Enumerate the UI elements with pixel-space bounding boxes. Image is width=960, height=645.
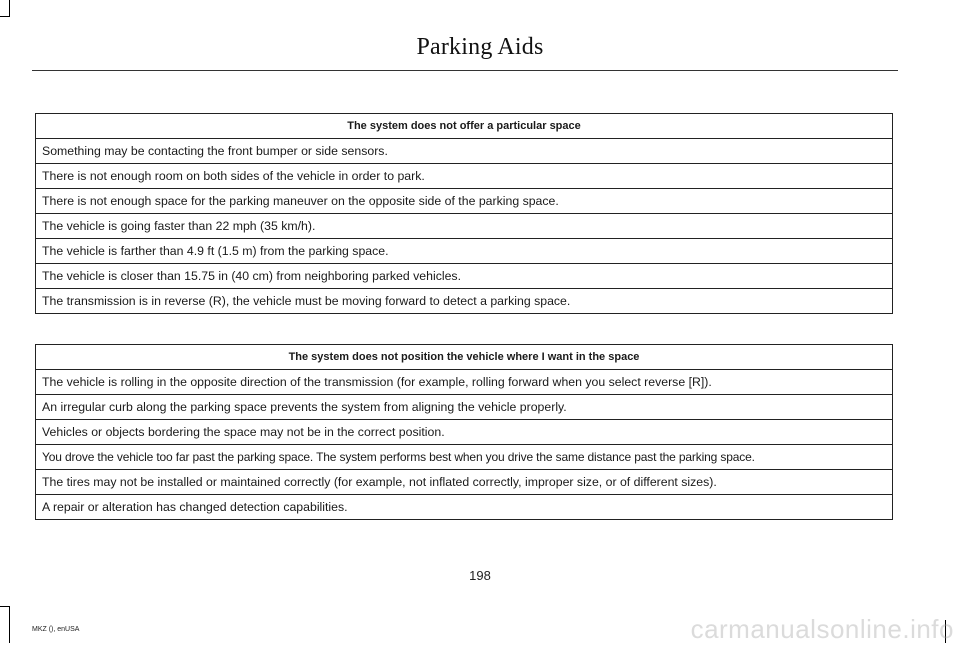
table-header-row [36,345,893,370]
table-cell: There is not enough space for the parking maneuver on the opposite side of the parking space. [36,189,893,214]
table-cell: Vehicles or objects bordering the space may not be in the correct position. [36,420,893,445]
table-cell: The tires may not be installed or maintained correctly (for example, not inflated correctly, improper size, or of different sizes). [36,470,893,495]
crop-mark-top-left-horizontal [0,16,10,17]
table-row [36,139,893,164]
table-cell: The vehicle is farther than 4.9 ft (1.5 m) from the parking space. [36,239,893,264]
table-row [36,395,893,420]
table-row [36,370,893,395]
document-code: MKZ (), enUSA [32,626,80,633]
table-row [36,470,893,495]
table-cell: You drove the vehicle too far past the parking space. The system performs best when you drive the same distance past the parking space. [36,445,893,470]
table-cell: Something may be contacting the front bumper or side sensors. [36,139,893,164]
title-divider [32,70,898,71]
table-cell: The transmission is in reverse (R), the vehicle must be moving forward to detect a parking space. [36,289,893,314]
table-no-particular-space [35,113,893,314]
table-cell: The vehicle is rolling in the opposite direction of the transmission (for example, rolling forward when you select reverse [R]). [36,370,893,395]
table-cell: The vehicle is going faster than 22 mph (35 km/h). [36,214,893,239]
watermark: carmanualsonline.info [690,614,954,644]
table-row [36,289,893,314]
table-cell: The vehicle is closer than 15.75 in (40 cm) from neighboring parked vehicles. [36,264,893,289]
table-heading: The system does not position the vehicle where I want in the space [36,345,893,370]
crop-mark-bottom-left-vertical [9,606,10,643]
table-position-not-wanted [35,344,893,520]
page-title: Parking Aids [416,34,544,60]
table-row [36,189,893,214]
table-row [36,164,893,189]
table-row [36,239,893,264]
table-cell: An irregular curb along the parking space prevents the system from aligning the vehicle properly. [36,395,893,420]
table-cell: There is not enough room on both sides of the vehicle in order to park. [36,164,893,189]
crop-mark-bottom-left-horizontal [0,606,10,607]
table-cell: A repair or alteration has changed detection capabilities. [36,495,893,520]
table-header-row [36,114,893,139]
table-heading: The system does not offer a particular space [36,114,893,139]
table-row [36,445,893,470]
page-number: 198 [469,568,491,583]
table-row [36,264,893,289]
crop-mark-top-left-vertical [9,0,10,17]
table-row [36,495,893,520]
table-row [36,420,893,445]
table-row [36,214,893,239]
